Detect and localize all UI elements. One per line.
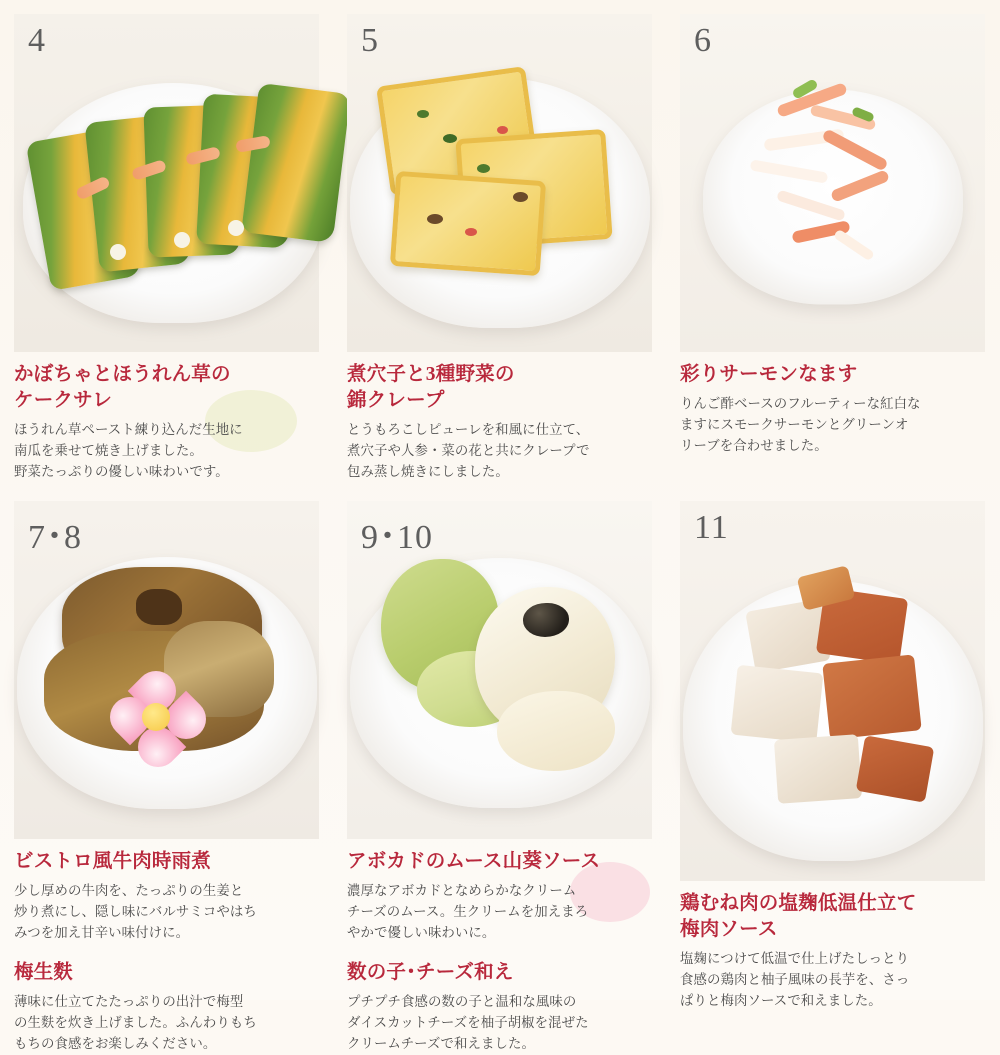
dish-title-line1: 煮穴子と3種野菜の	[347, 364, 515, 385]
menu-item-11	[666, 487, 1000, 1055]
desc-line3: 包み蒸し焼きにしました。	[347, 464, 509, 480]
dish-title-line1: かぼちゃとほうれん草の	[14, 364, 231, 385]
dish-title-5	[347, 362, 652, 414]
desc-line2: ダイスカットチーズを柚子胡椒を混ぜた	[347, 1014, 589, 1030]
menu-item-6	[666, 0, 1000, 483]
dish-description-11	[680, 949, 986, 1012]
desc-line2: 南瓜を乗せて焼き上げました。	[14, 443, 203, 459]
dish-description-5	[347, 420, 652, 483]
dish-photo-9-10	[347, 501, 652, 839]
desc-line2: 煮穴子や人参・菜の花と共にクレープで	[347, 443, 590, 459]
desc-line1: 薄味に仕立てたたっぷりの出汁で梅型	[14, 993, 244, 1009]
dish-description-7	[14, 881, 319, 944]
desc-line1: プチプチ食感の数の子と温和な風味の	[347, 993, 577, 1009]
desc-line1: 少し厚めの牛肉を、たっぷりの生姜と	[14, 883, 244, 899]
item-number: 9･10	[361, 518, 433, 556]
desc-line3: みつを加え甘辛い味付けに。	[14, 924, 190, 940]
menu-item-7-8	[0, 487, 333, 1055]
menu-item-9-10	[333, 487, 666, 1055]
item-number: 5	[361, 22, 379, 59]
dish-title-line1: 彩りサーモンなます	[680, 364, 858, 385]
dish-photo-4	[14, 14, 319, 352]
desc-line3: クリームチーズで和えました。	[347, 1035, 535, 1051]
dish-description-10	[347, 992, 652, 1055]
menu-item-5	[333, 0, 666, 483]
desc-line3: もちの食感をお楽しみください。	[14, 1035, 217, 1051]
desc-line1: とうもろこしピューレを和風に仕立て、	[347, 422, 590, 438]
desc-line1: りんご酢ベースのフルーティーな紅白な	[680, 396, 921, 412]
dish-title-10: 数の子･チーズ和え	[347, 961, 514, 983]
sub-dish-10	[347, 960, 652, 1055]
desc-line2: 食感の鶏肉と柚子風味の長芋を、さっ	[680, 972, 910, 988]
desc-line3: やかで優しい味わいに。	[347, 924, 496, 940]
desc-line2: チーズのムース。生クリームを加えまろ	[347, 904, 589, 919]
dish-title-11	[680, 891, 986, 943]
desc-line3: 野菜たっぷりの優しい味わいです。	[14, 464, 229, 480]
dish-title-9	[347, 849, 652, 875]
dish-title-7	[14, 849, 319, 875]
desc-line2: の生麩を炊き上げました。ふんわりもち	[14, 1014, 257, 1030]
dish-title-line1: アボカドのムース山葵ソース	[347, 850, 601, 872]
dish-title-6	[680, 362, 986, 388]
desc-line2: ますにスモークサーモンとグリーンオ	[680, 417, 909, 433]
dish-title-8: 梅生麩	[14, 961, 74, 983]
desc-line3: ぱりと梅肉ソースで和えました。	[680, 993, 882, 1009]
dish-title-line2: ケークサレ	[14, 390, 113, 412]
desc-line1: 濃厚なアボカドとなめらかなクリーム	[347, 883, 577, 899]
dish-photo-5	[347, 14, 652, 352]
dish-description-9	[347, 881, 652, 944]
dish-photo-11	[680, 501, 985, 881]
desc-line1: ほうれん草ペースト練り込んだ生地に	[14, 422, 243, 438]
item-number: 4	[28, 22, 46, 59]
dish-title-line2: 梅肉ソース	[680, 919, 778, 941]
dish-photo-6	[680, 14, 985, 352]
dish-description-4	[14, 420, 319, 483]
menu-item-4	[0, 0, 333, 483]
dish-description-6	[680, 394, 986, 457]
dish-title-4	[14, 362, 319, 414]
dish-description-8	[14, 992, 319, 1055]
dish-title-line2: 錦クレープ	[347, 390, 445, 412]
sub-dish-8	[14, 960, 319, 1055]
item-number: 7･8	[28, 518, 82, 556]
dish-title-line1: ビストロ風牛肉時雨煮	[14, 850, 212, 872]
item-number: 11	[694, 508, 729, 546]
desc-line2: 炒り煮にし、隠し味にバルサミコやはち	[14, 904, 257, 919]
dish-title-line1: 鶏むね肉の塩麹低温仕立て	[680, 892, 917, 914]
desc-line1: 塩麹につけて低温で仕上げたしっとり	[680, 951, 910, 967]
dish-photo-7-8	[14, 501, 319, 839]
desc-line3: リーブを合わせました。	[680, 437, 828, 453]
item-number: 6	[694, 22, 712, 59]
